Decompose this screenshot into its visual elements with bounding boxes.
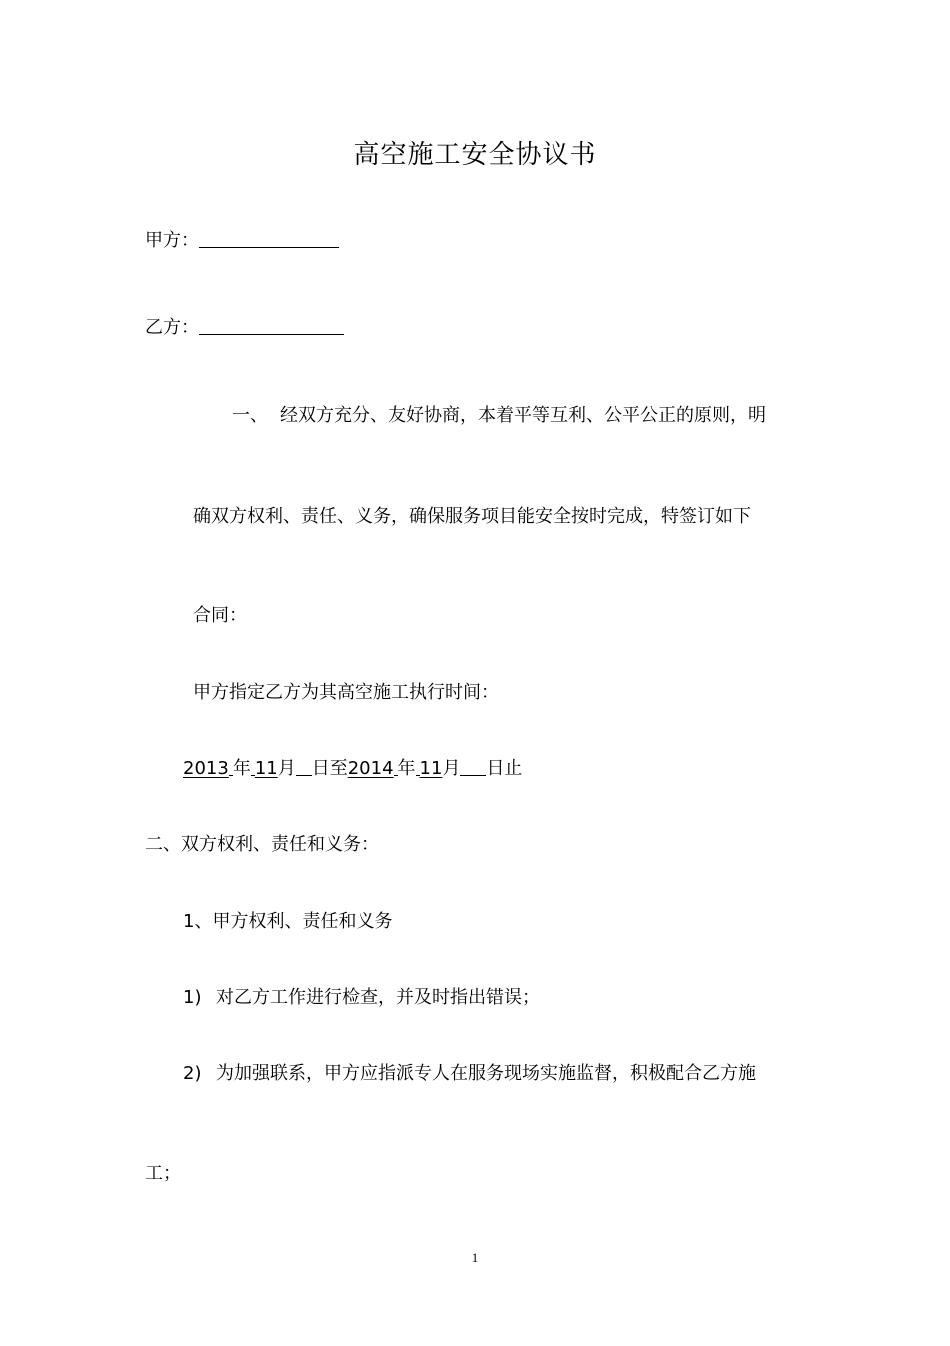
- day-label-2: 日止: [486, 758, 523, 779]
- execution-period: [183, 757, 522, 781]
- day-label-1: 日至: [311, 758, 348, 779]
- item1-number: 1): [183, 987, 202, 1008]
- party-b-line: [145, 316, 344, 340]
- document-title: 高空施工安全协议书: [353, 140, 597, 170]
- party-a-line: [145, 229, 339, 253]
- section1-line3: 合同：: [193, 605, 247, 626]
- party-a-blank: [199, 229, 339, 248]
- end-day-blank: [460, 757, 486, 776]
- start-year: 2013: [183, 758, 229, 779]
- item2-text-line1: 为加强联系，甲方应指派专人在服务现场实施监督，积极配合乙方施: [216, 1063, 756, 1084]
- subsection1-heading: 1、甲方权利、责任和义务: [183, 911, 393, 932]
- item2-number: 2): [183, 1063, 202, 1084]
- party-b-label: 乙方：: [145, 317, 199, 338]
- section2-heading: 二、双方权利、责任和义务：: [145, 834, 379, 855]
- section1-line2: 确双方权利、责任、义务，确保服务项目能安全按时完成，特签订如下: [193, 506, 751, 527]
- section1-number: 一、: [232, 405, 268, 426]
- item1-text: 对乙方工作进行检查，并及时指出错误；: [216, 987, 540, 1008]
- party-b-blank: [199, 316, 344, 335]
- year-label-1: 年: [232, 758, 251, 779]
- month-label-1: 月: [277, 758, 296, 779]
- start-day-blank: [296, 757, 312, 776]
- end-year: 2014: [347, 758, 394, 779]
- page-number: 1: [471, 1250, 479, 1265]
- start-month: 11: [254, 758, 278, 779]
- execution-time-intro: 甲方指定乙方为其高空施工执行时间：: [193, 682, 499, 703]
- month-label-2: 月: [442, 758, 461, 779]
- year-label-2: 年: [397, 758, 416, 779]
- section1-line1: 经双方充分、友好协商，本着平等互利、公平公正的原则，明: [280, 405, 766, 426]
- end-month: 11: [419, 758, 443, 779]
- party-a-label: 甲方：: [145, 230, 199, 251]
- item2-text-line2: 工；: [145, 1163, 181, 1184]
